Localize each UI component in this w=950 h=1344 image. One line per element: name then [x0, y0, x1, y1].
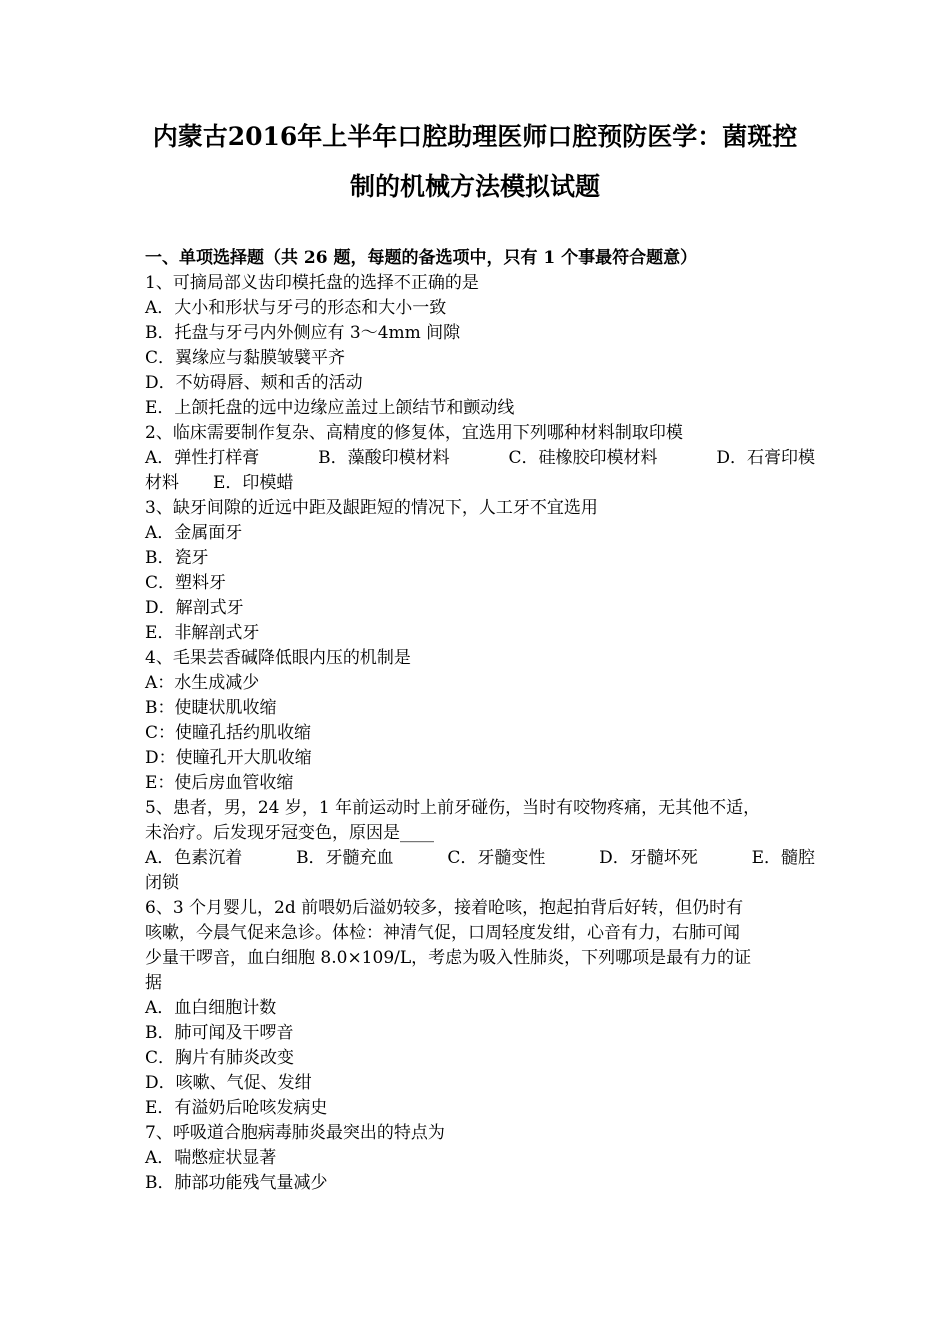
question-stem: 4、毛果芸香碱降低眼内压的机制是 [145, 648, 411, 668]
answer-option: D．石膏印模 [716, 448, 815, 468]
answer-option: D：使瞳孔开大肌收缩 [145, 748, 312, 768]
answer-options-row [145, 846, 815, 871]
answer-option: E：使后房血管收缩 [145, 773, 294, 793]
answer-option: A．色素沉着 [145, 848, 243, 868]
answer-option: B．藻酸印模材料 [318, 448, 450, 468]
answer-option: B．肺可闻及干啰音 [145, 1023, 294, 1043]
question-stem: 5、患者，男，24 岁，1 年前运动时上前牙碰伤，当时有咬物疼痛，无其他不适， [145, 798, 761, 818]
answer-option: C．翼缘应与黏膜皱襞平齐 [145, 348, 346, 368]
answer-option-continuation: 材料 E．印模蜡 [145, 473, 294, 493]
answer-option: C．塑料牙 [145, 573, 227, 593]
question-stem: 咳嗽，今晨气促来急诊。体检：神清气促，口周轻度发绀，心音有力，右肺可闻 [145, 923, 740, 943]
question-stem: 1、可摘局部义齿印模托盘的选择不正确的是 [145, 273, 479, 293]
question-stem: 少量干啰音，血白细胞 8.0×109/L，考虑为吸入性肺炎，下列哪项是最有力的证 [145, 948, 752, 968]
answer-options-row [145, 446, 815, 471]
answer-option: B．托盘与牙弓内外侧应有 3～4mm 间隙 [145, 323, 461, 343]
question-stem: 2、临床需要制作复杂、高精度的修复体，宜选用下列哪种材料制取印模 [145, 423, 683, 443]
answer-option: B．瓷牙 [145, 548, 209, 568]
answer-option: C．胸片有肺炎改变 [145, 1048, 295, 1068]
answer-option: B：使睫状肌收缩 [145, 698, 277, 718]
question-stem: 据 [145, 973, 162, 993]
answer-option: A．弹性打样膏 [145, 448, 260, 468]
answer-option: E．有溢奶后呛咳发病史 [145, 1098, 328, 1118]
answer-option: D．咳嗽、气促、发绀 [145, 1073, 312, 1093]
answer-option: D．牙髓坏死 [599, 848, 698, 868]
answer-option: A：水生成减少 [145, 673, 260, 693]
answer-option: C．硅橡胶印模材料 [508, 448, 658, 468]
answer-option: D．不妨碍唇、颊和舌的活动 [145, 373, 363, 393]
answer-option: C：使瞳孔括约肌收缩 [145, 723, 312, 743]
answer-option: A．金属面牙 [145, 523, 243, 543]
answer-option: B．肺部功能残气量减少 [145, 1173, 328, 1193]
answer-option: E．非解剖式牙 [145, 623, 260, 643]
answer-option: A．大小和形状与牙弓的形态和大小一致 [145, 298, 447, 318]
question-list [145, 246, 815, 1196]
answer-option: E．髓腔 [751, 848, 815, 868]
section-heading: 一、单项选择题（共 26 题，每题的备选项中，只有 1 个事最符合题意） [145, 248, 698, 268]
question-stem: 未治疗。后发现牙冠变色，原因是____ [145, 823, 434, 843]
answer-option: E．上颌托盘的远中边缘应盖过上颌结节和颤动线 [145, 398, 515, 418]
document-title-line-1: 内蒙古2016年上半年口腔助理医师口腔预防医学：菌斑控 [152, 122, 798, 151]
answer-option-continuation: 闭锁 [145, 873, 179, 893]
answer-option: C．牙髓变性 [447, 848, 546, 868]
answer-option: A．喘憋症状显著 [145, 1148, 277, 1168]
question-stem: 3、缺牙间隙的近远中距及龈距短的情况下，人工牙不宜选用 [145, 498, 598, 518]
question-stem: 7、呼吸道合胞病毒肺炎最突出的特点为 [145, 1123, 445, 1143]
document-title-line-2: 制的机械方法模拟试题 [349, 172, 600, 201]
answer-option: B．牙髓充血 [296, 848, 394, 868]
answer-option: D．解剖式牙 [145, 598, 244, 618]
answer-option: A．血白细胞计数 [145, 998, 277, 1018]
question-stem: 6、3 个月婴儿，2d 前喂奶后溢奶较多，接着呛咳，抱起拍背后好转，但仍时有 [145, 898, 744, 918]
